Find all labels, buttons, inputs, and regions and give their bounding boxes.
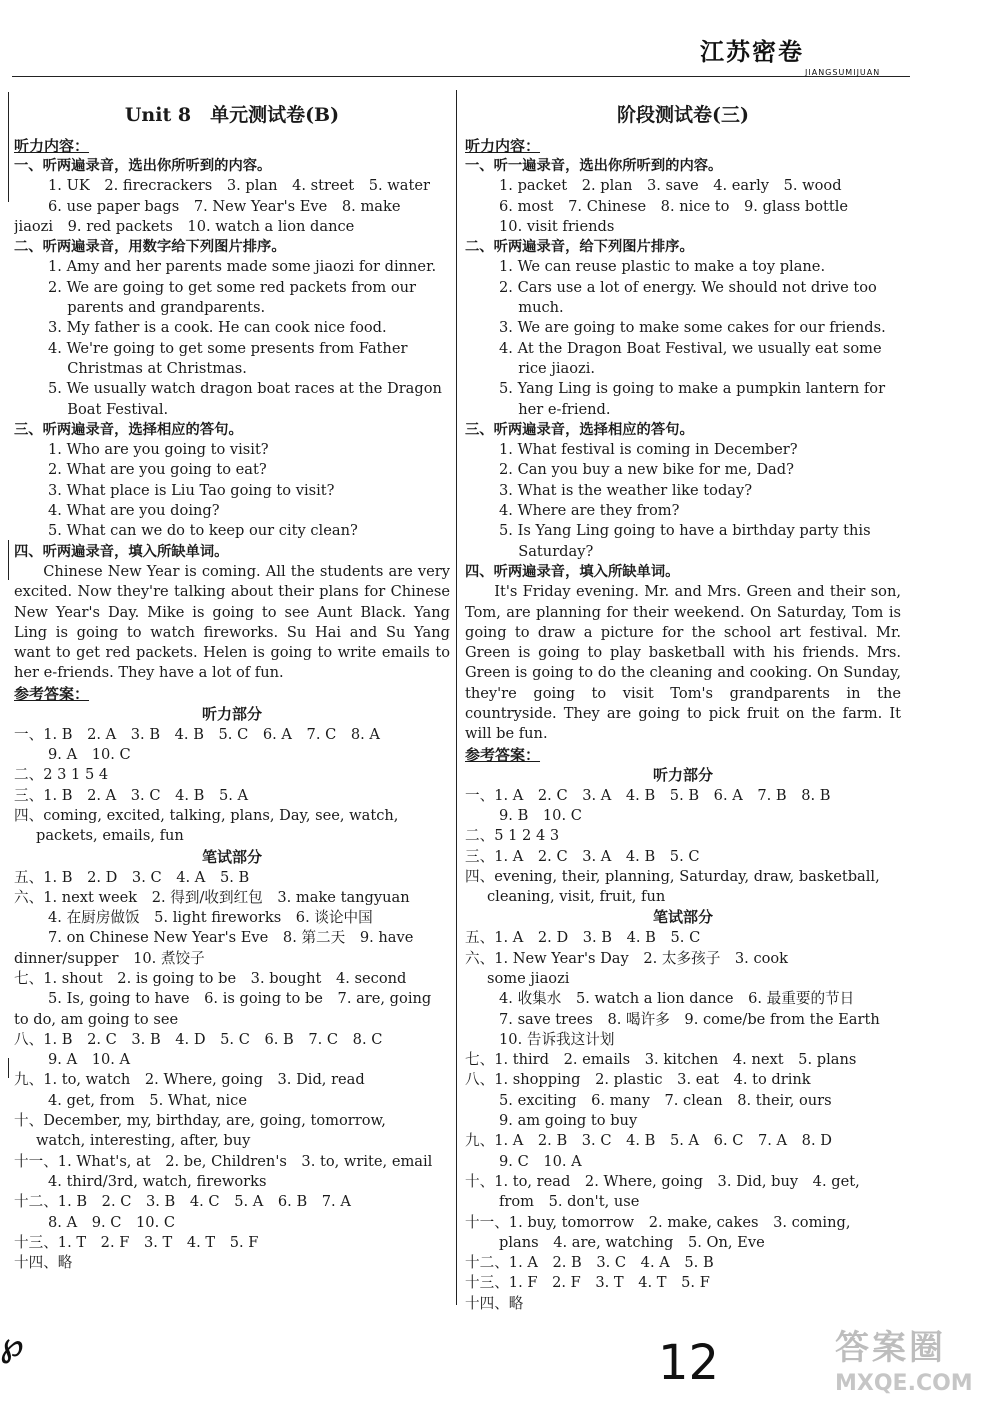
answer-line: 八、1. B 2. C 3. B 4. D 5. C 6. B 7. C 8. C (14, 1030, 383, 1048)
section-heading: 一、听两遍录音，选出你所听到的内容。 (14, 158, 272, 174)
answer-subheading: 听力部分 (652, 765, 713, 784)
answer-line: cleaning, visit, fruit, fun (487, 888, 666, 906)
text-line: 5. We usually watch dragon boat races at the Dragon (48, 380, 442, 398)
answer-line: 十、1. to, read 2. Where, going 3. Did, buy 4. get, (465, 1172, 860, 1190)
answer-line: 十三、1. F 2. F 3. T 4. T 5. F (465, 1274, 710, 1292)
watermark-title: 答案圈 (835, 1328, 946, 1368)
answer-line: 一、1. B 2. A 3. B 4. B 5. C 6. A 7. C 8. A (14, 725, 380, 743)
answer-line: 九、1. to, watch 2. Where, going 3. Did, read (14, 1071, 365, 1089)
text-line: rice jiaozi. (499, 359, 595, 377)
text-line: from 5. don't, use (499, 1193, 640, 1211)
swirl-mark: ℘ (0, 1325, 24, 1365)
answer-line: 十一、1. buy, tomorrow 2. make, cakes 3. coming, (465, 1213, 851, 1231)
text-line: 3. We are going to make some cakes for our friends. (499, 319, 886, 337)
margin-mark (8, 540, 9, 580)
answer-line: 十三、1. T 2. F 3. T 4. T 5. F (14, 1233, 259, 1251)
text-line: 9. A 10. C (48, 746, 131, 764)
section-heading: 一、听一遍录音，选出你所听到的内容。 (465, 158, 723, 174)
text-line: 5. What can we do to keep our city clean? (48, 522, 358, 540)
answer-line: 三、1. A 2. C 3. A 4. B 5. C (465, 847, 700, 865)
text-line: 3. My father is a cook. He can cook nice food. (48, 319, 387, 337)
text-line: 3. What place is Liu Tao going to visit? (48, 481, 335, 499)
text-line: 10. 告诉我这计划 (499, 1030, 615, 1048)
text-line: 5. exciting 6. many 7. clean 8. their, ours (499, 1091, 832, 1109)
answer-line: 六、1. New Year's Day 2. 太多孩子 3. cook (465, 949, 789, 967)
text-line: Boat Festival. (48, 400, 169, 418)
answer-line: 十一、1. What's, at 2. be, Children's 3. to, write, email (14, 1152, 433, 1170)
text-line: 4. Where are they from? (499, 502, 680, 520)
header-divider (12, 76, 910, 77)
answer-line: 四、coming, excited, talking, plans, Day, see, watch, (14, 806, 399, 824)
answer-line: 十四、略 (465, 1294, 524, 1312)
watermark-url: MXQE.COM (835, 1371, 973, 1396)
text-line: 4. At the Dragon Boat Festival, we usually eat some (499, 339, 882, 357)
watermark (835, 1320, 995, 1415)
margin-mark (8, 1058, 9, 1078)
section-heading: 二、听两遍录音，用数字给下列图片排序。 (14, 239, 286, 256)
passage: It's Friday evening. Mr. and Mrs. Green and their son, Tom, are planning for their weekend. On Saturday, Tom is going to draw a picture for the school art festival. Mr. Green is going to play basketball with his friends. Mrs. Green is going to do the cleaning and cooking. On Sunday, they're going to visit Tom's grandparents in the countryside. They are going to pick fruit on the farm. It will be fun. (465, 583, 901, 743)
text-line: much. (499, 299, 564, 317)
text-line: 5. Is, going to have 6. is going to be 7. are, going (48, 990, 432, 1008)
text-line: 5. Is Yang Ling going to have a birthday party this (499, 522, 871, 540)
answer-line: 七、1. third 2. emails 3. kitchen 4. next 5. plans (465, 1051, 857, 1069)
brand-subtitle: JIANGSUMIJUAN (805, 68, 881, 77)
text-line: 1. UK 2. firecrackers 3. plan 4. street 5. water (48, 177, 430, 195)
section-heading: 四、听两遍录音，填入所缺单词。 (14, 543, 229, 560)
passage: Chinese New Year is coming. All the students are very excited. Now they're talking about their plans for Chinese New Year's Day. Mike is going to see Aunt Black. Yang Ling is going to watch fireworks. Su Hai and Su Yang want to get red packets. Helen is going to write emails to her e-friends. They have a lot of fun. (14, 562, 450, 682)
answer-line: 六、1. next week 2. 得到/收到红包 3. make tangyuan (14, 888, 410, 906)
text-line: 4. third/3rd, watch, fireworks (48, 1172, 267, 1190)
brand-logo (690, 22, 905, 82)
text-line: parents and grandparents. (48, 299, 266, 317)
text-line: 2. Cars use a lot of energy. We should not drive too (499, 278, 877, 296)
text-line: 9. A 10. A (48, 1051, 131, 1069)
left-listening-label: 听力内容： (14, 137, 90, 155)
text-line: 4. 在厨房做饭 5. light fireworks 6. 谈论中国 (48, 909, 373, 927)
text-line: 1. What festival is coming in December? (499, 441, 798, 459)
text-line: her e-friend. (499, 400, 611, 418)
text-line: Christmas at Christmas. (48, 359, 247, 377)
text-line: Saturday? (499, 542, 594, 560)
answer-key-label: 参考答案： (14, 684, 90, 703)
section-heading: 三、听两遍录音，选择相应的答句。 (465, 421, 694, 438)
answer-line: 十、December, my, birthday, are, going, tomorrow, (14, 1112, 386, 1130)
text-line: 4. What are you doing? (48, 502, 220, 520)
left-column (14, 100, 450, 1273)
answer-subheading: 笔试部分 (652, 908, 713, 927)
answer-line: 十四、略 (14, 1254, 73, 1272)
text-line: 6. use paper bags 7. New Year's Eve 8. make (48, 197, 401, 215)
text-line: 3. What is the weather like today? (499, 481, 753, 499)
text-line: plans 4. are, watching 5. On, Eve (499, 1233, 765, 1251)
right-column (465, 100, 901, 1314)
text-line: 1. We can reuse plastic to make a toy plane. (499, 258, 826, 276)
answer-subheading: 听力部分 (201, 704, 262, 723)
right-body (465, 156, 901, 1314)
text-line: dinner/supper 10. 煮饺子 (14, 949, 205, 967)
page-number: 12 (658, 1335, 720, 1391)
section-heading: 二、听两遍录音，给下列图片排序。 (465, 239, 694, 256)
answer-line: 九、1. A 2. B 3. C 4. B 5. A 6. C 7. A 8. D (465, 1132, 832, 1150)
answer-line: 三、1. B 2. A 3. C 4. B 5. A (14, 786, 249, 804)
answer-line: 五、1. B 2. D 3. C 4. A 5. B (14, 868, 250, 886)
text-line: 9. B 10. C (499, 806, 582, 824)
answer-line: 五、1. A 2. D 3. B 4. B 5. C (465, 929, 701, 947)
column-divider (456, 90, 457, 1305)
left-title: Unit 8 单元测试卷(B) (124, 104, 340, 126)
text-line: 8. A 9. C 10. C (48, 1213, 176, 1231)
text-line: 9. am going to buy (499, 1112, 638, 1130)
answer-line: 十二、1. B 2. C 3. B 4. C 5. A 6. B 7. A (14, 1193, 351, 1211)
answer-line: 二、5 1 2 4 3 (465, 827, 560, 845)
margin-mark (8, 92, 9, 202)
answer-line: watch, interesting, after, buy (36, 1132, 251, 1150)
text-line: 6. most 7. Chinese 8. nice to 9. glass bottle (499, 197, 849, 215)
text-line: 9. C 10. A (499, 1152, 582, 1170)
text-line: 7. on Chinese New Year's Eve 8. 第二天 9. have (48, 929, 414, 947)
section-heading: 三、听两遍录音，选择相应的答句。 (14, 421, 243, 438)
text-line: to do, am going to see (14, 1010, 179, 1028)
text-line: 10. visit friends (499, 217, 615, 235)
answer-key-label: 参考答案： (465, 745, 541, 764)
right-title: 阶段测试卷(三) (617, 104, 749, 126)
text-line: 1. packet 2. plan 3. save 4. early 5. wood (499, 177, 842, 195)
text-line: 4. We're going to get some presents from Father (48, 339, 408, 357)
answer-line: 一、1. A 2. C 3. A 4. B 5. B 6. A 7. B 8. B (465, 786, 831, 804)
text-line: 2. Can you buy a new bike for me, Dad? (499, 461, 794, 479)
answer-line: 二、2 3 1 5 4 (14, 766, 109, 784)
text-line: 2. What are you going to eat? (48, 461, 267, 479)
answer-line: 十二、1. A 2. B 3. C 4. A 5. B (465, 1254, 714, 1272)
brand-title: 江苏密卷 (700, 38, 804, 66)
text-line: 1. Amy and her parents made some jiaozi for dinner. (48, 258, 437, 276)
section-heading: 四、听两遍录音，填入所缺单词。 (465, 563, 680, 580)
text-line: 4. get, from 5. What, nice (48, 1091, 247, 1109)
answer-line: 八、1. shopping 2. plastic 3. eat 4. to drink (465, 1071, 811, 1089)
left-body (14, 156, 450, 1273)
answer-line: 七、1. shout 2. is going to be 3. bought 4. second (14, 969, 407, 987)
right-listening-label: 听力内容： (465, 137, 541, 155)
text-line: 1. Who are you going to visit? (48, 441, 269, 459)
answer-line: 四、evening, their, planning, Saturday, draw, basketball, (465, 867, 880, 885)
answer-subheading: 笔试部分 (201, 847, 262, 866)
text-line: 4. 收集水 5. watch a lion dance 6. 最重要的节日 (499, 990, 855, 1008)
text-line: 7. save trees 8. 喝许多 9. come/be from the Earth (499, 1010, 880, 1028)
answer-line: packets, emails, fun (36, 827, 184, 845)
text-line: 2. We are going to get some red packets from our (48, 278, 417, 296)
answer-line: some jiaozi (487, 969, 570, 987)
text-line: jiaozi 9. red packets 10. watch a lion dance (14, 217, 355, 235)
text-line: 5. Yang Ling is going to make a pumpkin lantern for (499, 380, 886, 398)
